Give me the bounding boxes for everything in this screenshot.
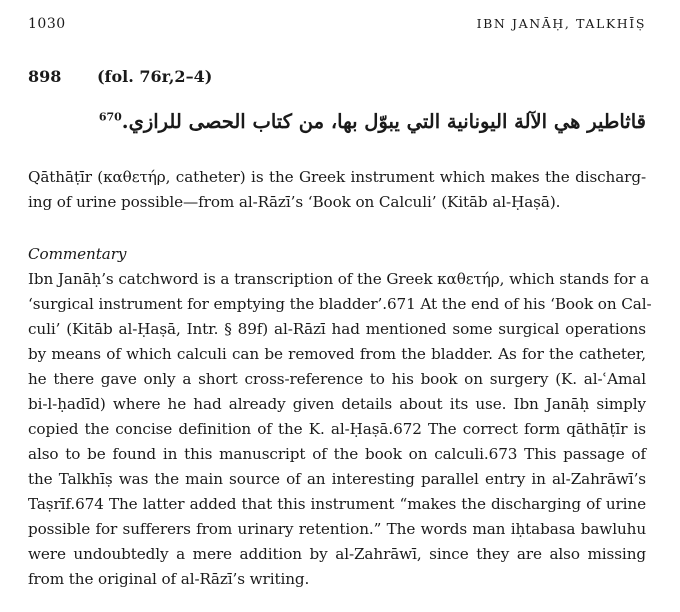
commentary-line: he there gave only a short cross-reference to his book on surgery (K. al-ʿAmal <box>28 370 646 388</box>
commentary-line: culi’ (Kitāb al-Ḥaṣā, Intr. § 89f) al-Rāzī had mentioned some surgical operations <box>28 320 646 338</box>
translation-line: Qāthāṭīr (καθετήρ, catheter) is the Greek instrument which makes the discharg- <box>28 168 646 186</box>
commentary-line: Taṣrīf.674 The latter added that this instrument “makes the discharging of urine <box>28 495 646 513</box>
entry-number: 898 <box>28 67 62 86</box>
commentary-line: bi-l-ḥadīd) where he had already given details about its use. Ibn Janāḥ simply <box>28 395 646 413</box>
commentary-line: from the original of al-Rāzī’s writing. <box>28 570 310 588</box>
commentary-line: Ibn Janāḥ’s catchword is a transcription of the Greek καθετήρ, which stands for a <box>28 270 650 288</box>
folio-reference: (fol. 76r,2–4) <box>96 67 213 86</box>
commentary-line: by means of which calculi can be removed from the bladder. As for the catheter, <box>28 345 646 363</box>
running-title: IBN JANĀḤ, TALKHĪṢ <box>476 16 646 31</box>
commentary-line: the Talkhīṣ was the main source of an interesting parallel entry in al-Zahrāwī’s <box>28 470 646 488</box>
commentary-line: ‘surgical instrument for emptying the bladder’.671 At the end of his ‘Book on Cal- <box>28 295 652 313</box>
arabic-footnote-ref: 670 <box>98 110 122 124</box>
translation-line: ing of urine possible—from al-Rāzī’s ‘Book on Calculi’ (Kitāb al-Ḥaṣā). <box>28 193 561 211</box>
arabic-quotation <box>99 110 646 133</box>
commentary-line: copied the concise definition of the K. al-Ḥaṣā.672 The correct form qāthāṭīr is <box>28 420 646 438</box>
entry-heading <box>28 67 212 86</box>
commentary-line: also to be found in this manuscript of the book on calculi.673 This passage of <box>28 445 646 463</box>
commentary-line: possible for sufferers from urinary retention.” The words man iḥtabasa bawluhu <box>28 520 646 538</box>
commentary-line: were undoubtedly a mere addition by al-Zahrāwī, since they are also missing <box>28 545 646 563</box>
page-number: 1030 <box>28 16 66 32</box>
arabic-text: قاثاطير هي الآلة اليونانية التي يبوّل بها، من كتاب الحصى للرازي. <box>121 110 646 133</box>
commentary-heading: Commentary <box>28 245 127 263</box>
